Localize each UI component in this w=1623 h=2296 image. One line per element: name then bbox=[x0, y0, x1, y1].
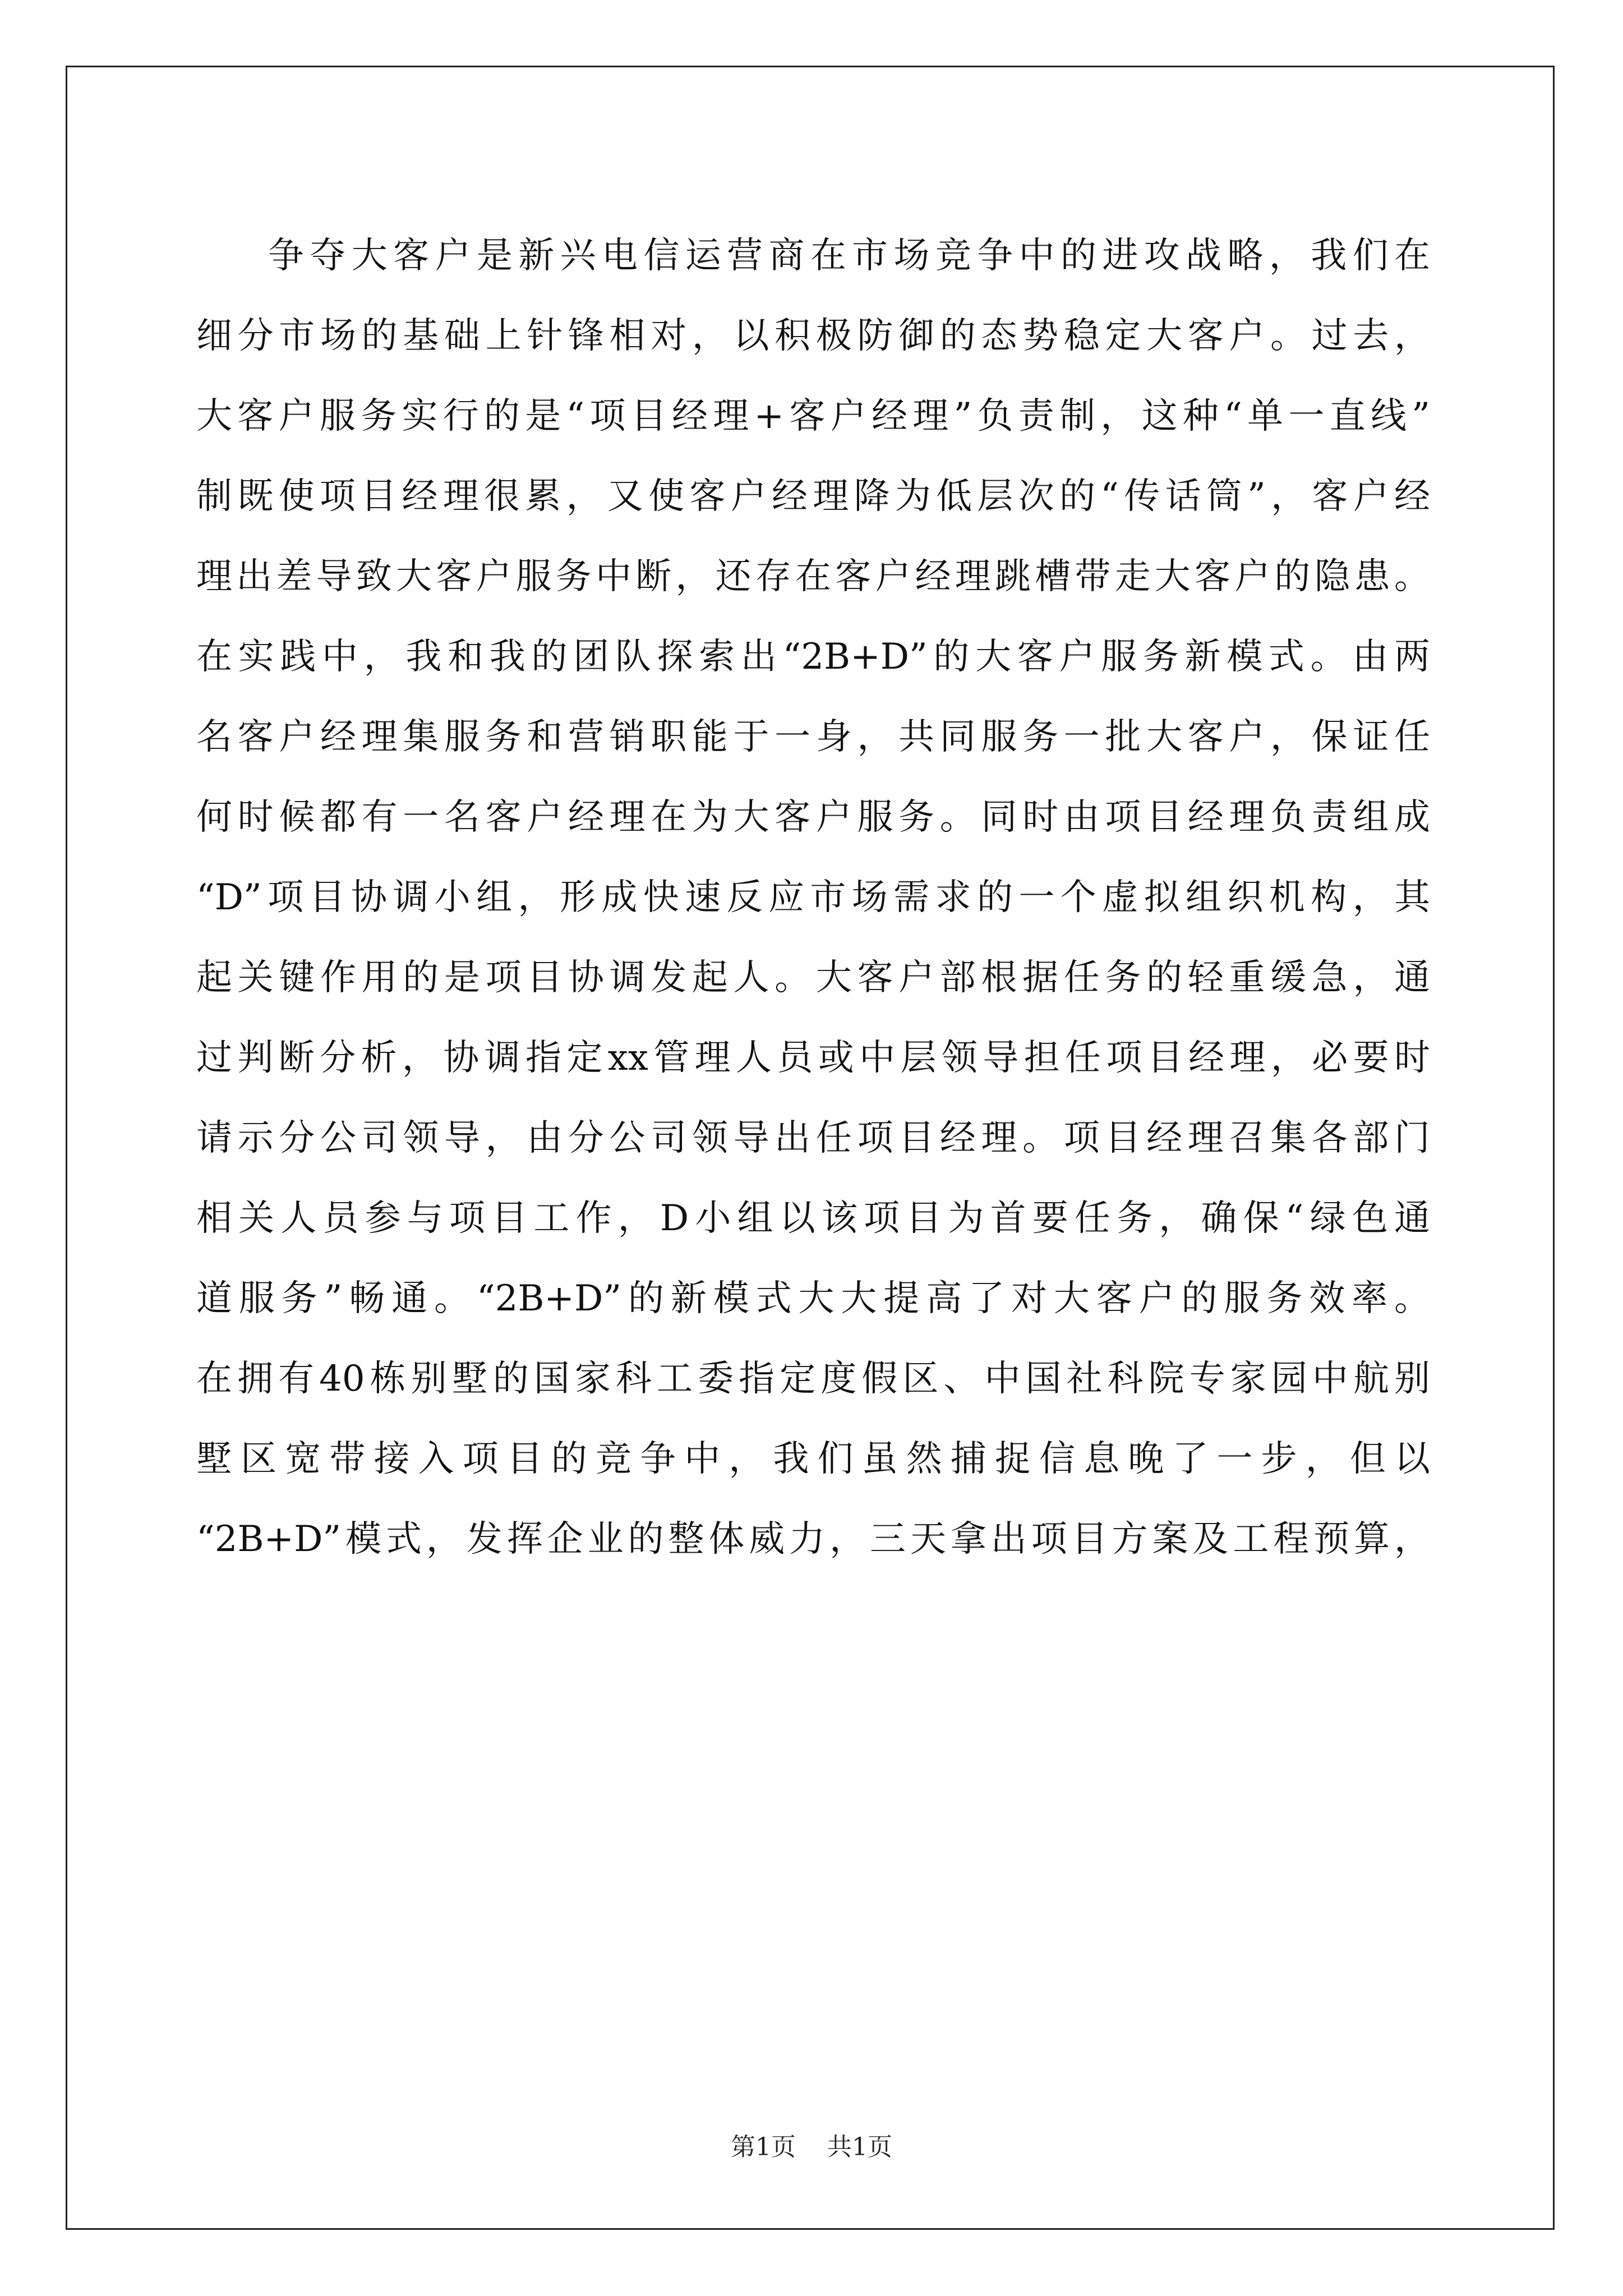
page-footer bbox=[0, 2131, 1623, 2164]
paragraph-line: 请示分公司领导，由分公司领导出任项目经理。项目经理召集各部门 bbox=[196, 1117, 1430, 1159]
paragraph-line: 细分市场的基础上针锋相对，以积极防御的态势稳定大客户。过去， bbox=[196, 315, 1430, 357]
page-number: 第1页 bbox=[731, 2133, 796, 2161]
document-body bbox=[196, 216, 1430, 1580]
paragraph-line: 道服务”畅通。“2B+D”的新模式大大提高了对大客户的服务效率。 bbox=[196, 1278, 1430, 1319]
paragraph-line: 起关键作用的是项目协调发起人。大客户部根据任务的轻重缓急，通 bbox=[196, 957, 1430, 999]
paragraph-line: 争夺大客户是新兴电信运营商在市场竞争中的进攻战略，我们在 bbox=[268, 235, 1430, 277]
paragraph-line: 在实践中，我和我的团队探索出“2B+D”的大客户服务新模式。由两 bbox=[196, 636, 1430, 678]
paragraph-line: 大客户服务实行的是“项目经理+客户经理”负责制，这种“单一直线” bbox=[196, 395, 1430, 437]
paragraph-line: 制既使项目经理很累，又使客户经理降为低层次的“传话筒”，客户经 bbox=[196, 476, 1430, 517]
total-pages: 共1页 bbox=[827, 2133, 892, 2161]
paragraph-line: 名客户经理集服务和营销职能于一身，共同服务一批大客户，保证任 bbox=[196, 716, 1430, 758]
paragraph-line: “2B+D”模式，发挥企业的整体威力，三天拿出项目方案及工程预算， bbox=[196, 1519, 1430, 1560]
paragraph-line: 在拥有40栋别墅的国家科工委指定度假区、中国社科院专家园中航别 bbox=[196, 1358, 1430, 1400]
paragraph-line: 理出差导致大客户服务中断，还存在客户经理跳槽带走大客户的隐患。 bbox=[196, 556, 1430, 597]
paragraph-line: 墅区宽带接入项目的竞争中，我们虽然捕捉信息晚了一步，但以 bbox=[196, 1438, 1430, 1480]
paragraph-line: 过判断分析，协调指定xx管理人员或中层领导担任项目经理，必要时 bbox=[196, 1037, 1430, 1079]
paragraph-line: 相关人员参与项目工作，D小组以该项目为首要任务，确保“绿色通 bbox=[196, 1198, 1430, 1239]
paragraph-line: 何时候都有一名客户经理在为大客户服务。同时由项目经理负责组成 bbox=[196, 797, 1430, 838]
paragraph-line: “D”项目协调小组，形成快速反应市场需求的一个虚拟组织机构，其 bbox=[196, 877, 1430, 918]
